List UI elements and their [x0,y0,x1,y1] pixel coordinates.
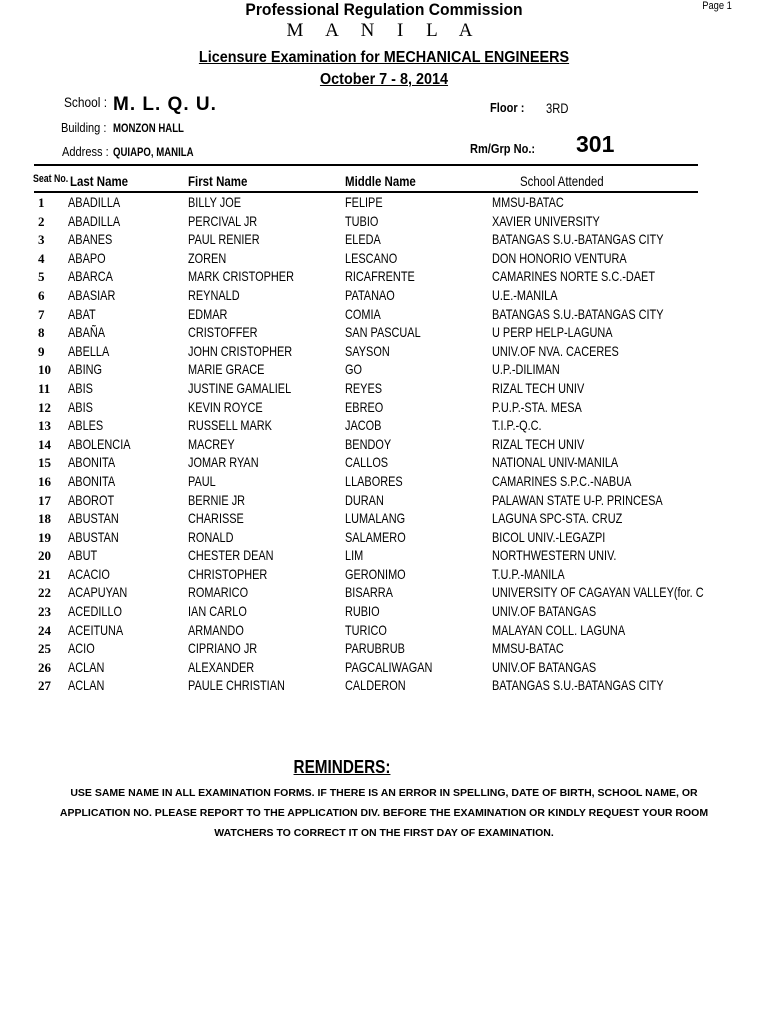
table-row [0,547,768,566]
reminders-text: USE SAME NAME IN ALL EXAMINATION FORMS. IF THERE IS AN ERROR IN SPELLING, DATE OF BIRTH, SCHOOL NAME, OR APPLICATION NO. PLEASE REPORT TO THE APPLICATION DIV. BEFORE THE EXAMINATION OR KINDLY REQUEST YOUR ROOM WATCHERS TO CORRECT IT ON THE FIRST DAY OF EXAMINATION. [59,787,709,839]
last-name: ABASIAR [68,286,116,303]
seat-no: 21 [38,566,51,582]
building-value: MONZON HALL [113,121,184,135]
school-attended: CAMARINES S.P.C.-NABUA [492,472,632,489]
table-row [0,417,768,436]
school-attended: MMSU-BATAC [492,194,564,210]
middle-name: RICAFRENTE [345,268,415,285]
table-row [0,566,768,585]
table-row [0,473,768,492]
first-name: CRISTOFFER [188,324,258,341]
first-name: MARIE GRACE [188,361,265,378]
first-name: MACREY [188,435,235,452]
school-attended: UNIV.OF NVA. CACERES [492,342,619,359]
seat-no: 2 [38,213,45,229]
city-title: M A N I L A [286,20,482,41]
table-row [0,603,768,622]
first-name: JUSTINE GAMALIEL [188,379,292,396]
table-row [0,268,768,287]
building-label: Building : [61,120,107,135]
seat-no: 13 [38,418,51,434]
table-row [0,622,768,641]
first-name: BERNIE JR [188,491,246,508]
last-name: ABLES [68,417,104,434]
last-name: ABAT [68,305,96,322]
school-attended: MALAYAN COLL. LAGUNA [492,621,626,638]
first-name: CHESTER DEAN [188,547,274,564]
school-attended: T.I.P.-Q.C. [492,417,542,434]
middle-name: DURAN [345,491,384,508]
middle-name: LIM [345,547,364,564]
middle-name: LLABORES [345,472,403,489]
school-attended: RIZAL TECH UNIV [492,435,585,452]
middle-name: FELIPE [345,194,383,210]
table-row [0,584,768,603]
table-row [0,324,768,343]
school-attended: CAMARINES NORTE S.C.-DAET [492,268,656,285]
middle-name: TUBIO [345,212,379,229]
last-name: ABANES [68,231,113,248]
col-school-header: School Attended [520,173,604,189]
col-seat-header: Seat No. [33,173,69,185]
table-row [0,492,768,511]
table-row [0,436,768,455]
middle-name: GO [345,361,362,378]
table-row [0,399,768,418]
first-name: ALEXANDER [188,658,255,675]
last-name: ABIS [68,379,93,396]
middle-name: PATANAO [345,286,395,303]
middle-name: SAN PASCUAL [345,324,421,341]
table-row [0,194,768,213]
table-row [0,380,768,399]
seat-no: 3 [38,232,45,248]
last-name: ABOLENCIA [68,435,131,452]
school-attended: XAVIER UNIVERSITY [492,212,600,229]
seat-no: 23 [38,604,51,620]
middle-name: ELEDA [345,231,381,248]
first-name: PERCIVAL JR [188,212,258,229]
first-name: BILLY JOE [188,194,242,210]
first-name: JOMAR RYAN [188,454,259,471]
school-attended: BATANGAS S.U.-BATANGAS CITY [492,677,664,694]
table-row [0,343,768,362]
last-name: ABADILLA [68,194,121,210]
school-attended: U.P.-DILIMAN [492,361,560,378]
last-name: ACAPUYAN [68,584,128,601]
school-label: School : [64,94,108,110]
exam-title: Licensure Examination for MECHANICAL ENGINEERS [198,49,570,66]
first-name: JOHN CRISTOPHER [188,342,293,359]
floor-label: Floor : [490,100,525,115]
seat-no: 11 [38,380,51,396]
school-attended: RIZAL TECH UNIV [492,379,585,396]
table-row [0,250,768,269]
school-attended: LAGUNA SPC-STA. CRUZ [492,510,623,527]
last-name: ACLAN [68,677,105,694]
middle-name: COMIA [345,305,381,322]
last-name: ABADILLA [68,212,121,229]
last-name: ACEITUNA [68,621,124,638]
school-attended: P.U.P.-STA. MESA [492,398,582,415]
last-name: ABIS [68,398,93,415]
middle-name: SALAMERO [345,528,406,545]
school-attended: BATANGAS S.U.-BATANGAS CITY [492,305,664,322]
seat-no: 26 [38,659,51,675]
school-attended: UNIV.OF BATANGAS [492,603,597,620]
exam-dates: October 7 - 8, 2014 [319,71,449,88]
school-attended: UNIVERSITY OF CAGAYAN VALLEY(for. C [492,584,704,601]
middle-name: GERONIMO [345,565,406,582]
middle-name: LUMALANG [345,510,406,527]
first-name: IAN CARLO [188,603,247,620]
last-name: ABONITA [68,454,116,471]
school-attended: UNIV.OF BATANGAS [492,658,597,675]
first-name: PAULE CHRISTIAN [188,677,285,694]
middle-name: BISARRA [345,584,393,601]
seat-no: 16 [38,473,51,489]
seat-no: 18 [38,511,51,527]
last-name: ABUSTAN [68,528,119,545]
seat-no: 1 [38,195,45,210]
seat-no: 15 [38,455,51,471]
middle-name: REYES [345,379,383,396]
seat-no: 17 [38,492,51,508]
header-rule-top [34,164,698,166]
seat-no: 7 [38,306,45,322]
table-row [0,659,768,678]
last-name: ACLAN [68,658,105,675]
school-value: M. L. Q. U. [113,94,217,115]
school-attended: PALAWAN STATE U-P. PRINCESA [492,491,663,508]
last-name: ABAÑA [68,324,106,341]
last-name: ABAPO [68,249,106,266]
room-label: Rm/Grp No.: [470,141,536,156]
col-middle-header: Middle Name [345,173,416,189]
col-first-header: First Name [188,173,248,189]
reminders-title: REMINDERS: [293,757,391,777]
seat-no: 9 [38,343,45,359]
middle-name: PARUBRUB [345,640,405,657]
school-attended: NATIONAL UNIV-MANILA [492,454,619,471]
col-last-header: Last Name [70,173,129,189]
last-name: ACACIO [68,565,110,582]
last-name: ACIO [68,640,95,657]
last-name: ABELLA [68,342,110,359]
table-row [0,510,768,529]
school-attended: T.U.P.-MANILA [492,565,565,582]
first-name: REYNALD [188,286,240,303]
middle-name: SAYSON [345,342,390,359]
first-name: EDMAR [188,305,228,322]
last-name: ABONITA [68,472,116,489]
last-name: ABARCA [68,268,113,285]
school-attended: MMSU-BATAC [492,640,564,657]
first-name: PAUL [188,472,216,489]
page-number: Page 1 [702,0,732,12]
table-row [0,529,768,548]
middle-name: PAGCALIWAGAN [345,658,433,675]
first-name: ARMANDO [188,621,244,638]
first-name: CHRISTOPHER [188,565,268,582]
middle-name: CALLOS [345,454,389,471]
first-name: ROMARICO [188,584,249,601]
seat-no: 25 [38,641,51,657]
first-name: CHARISSE [188,510,244,527]
org-title: Professional Regulation Commission [245,0,523,19]
header-rule-bottom [34,191,698,193]
examinee-table [0,194,768,696]
seat-no: 10 [38,362,51,378]
address-value: QUIAPO, MANILA [113,145,194,159]
last-name: ABOROT [68,491,115,508]
last-name: ABUSTAN [68,510,119,527]
seat-no: 24 [38,622,51,638]
last-name: ACEDILLO [68,603,123,620]
seat-no: 20 [38,548,51,564]
address-label: Address : [62,144,109,159]
school-attended: BICOL UNIV.-LEGAZPI [492,528,606,545]
seat-no: 5 [38,269,45,285]
room-value: 301 [576,131,615,157]
first-name: PAUL RENIER [188,231,260,248]
school-attended: NORTHWESTERN UNIV. [492,547,617,564]
middle-name: BENDOY [345,435,392,452]
seat-no: 19 [38,529,51,545]
table-row [0,454,768,473]
seat-no: 12 [38,399,51,415]
table-row [0,361,768,380]
first-name: MARK CRISTOPHER [188,268,294,285]
school-attended: U PERP HELP-LAGUNA [492,324,613,341]
first-name: KEVIN ROYCE [188,398,263,415]
seat-no: 27 [38,678,51,694]
table-row [0,287,768,306]
seat-no: 22 [38,585,51,601]
table-row [0,677,768,696]
school-attended: BATANGAS S.U.-BATANGAS CITY [492,231,664,248]
table-row [0,213,768,232]
floor-value: 3RD [546,100,569,116]
first-name: ZOREN [188,249,227,266]
first-name: RONALD [188,528,234,545]
seat-no: 4 [38,250,45,266]
middle-name: JACOB [345,417,382,434]
table-row [0,306,768,325]
middle-name: EBREO [345,398,384,415]
middle-name: LESCANO [345,249,398,266]
middle-name: RUBIO [345,603,380,620]
school-attended: DON HONORIO VENTURA [492,249,627,266]
first-name: CIPRIANO JR [188,640,258,657]
last-name: ABING [68,361,102,378]
middle-name: CALDERON [345,677,406,694]
seat-no: 8 [38,325,45,341]
table-row [0,640,768,659]
seat-no: 6 [38,287,45,303]
seat-no: 14 [38,436,51,452]
table-row [0,231,768,250]
last-name: ABUT [68,547,98,564]
school-attended: U.E.-MANILA [492,286,558,303]
first-name: RUSSELL MARK [188,417,272,434]
middle-name: TURICO [345,621,387,638]
